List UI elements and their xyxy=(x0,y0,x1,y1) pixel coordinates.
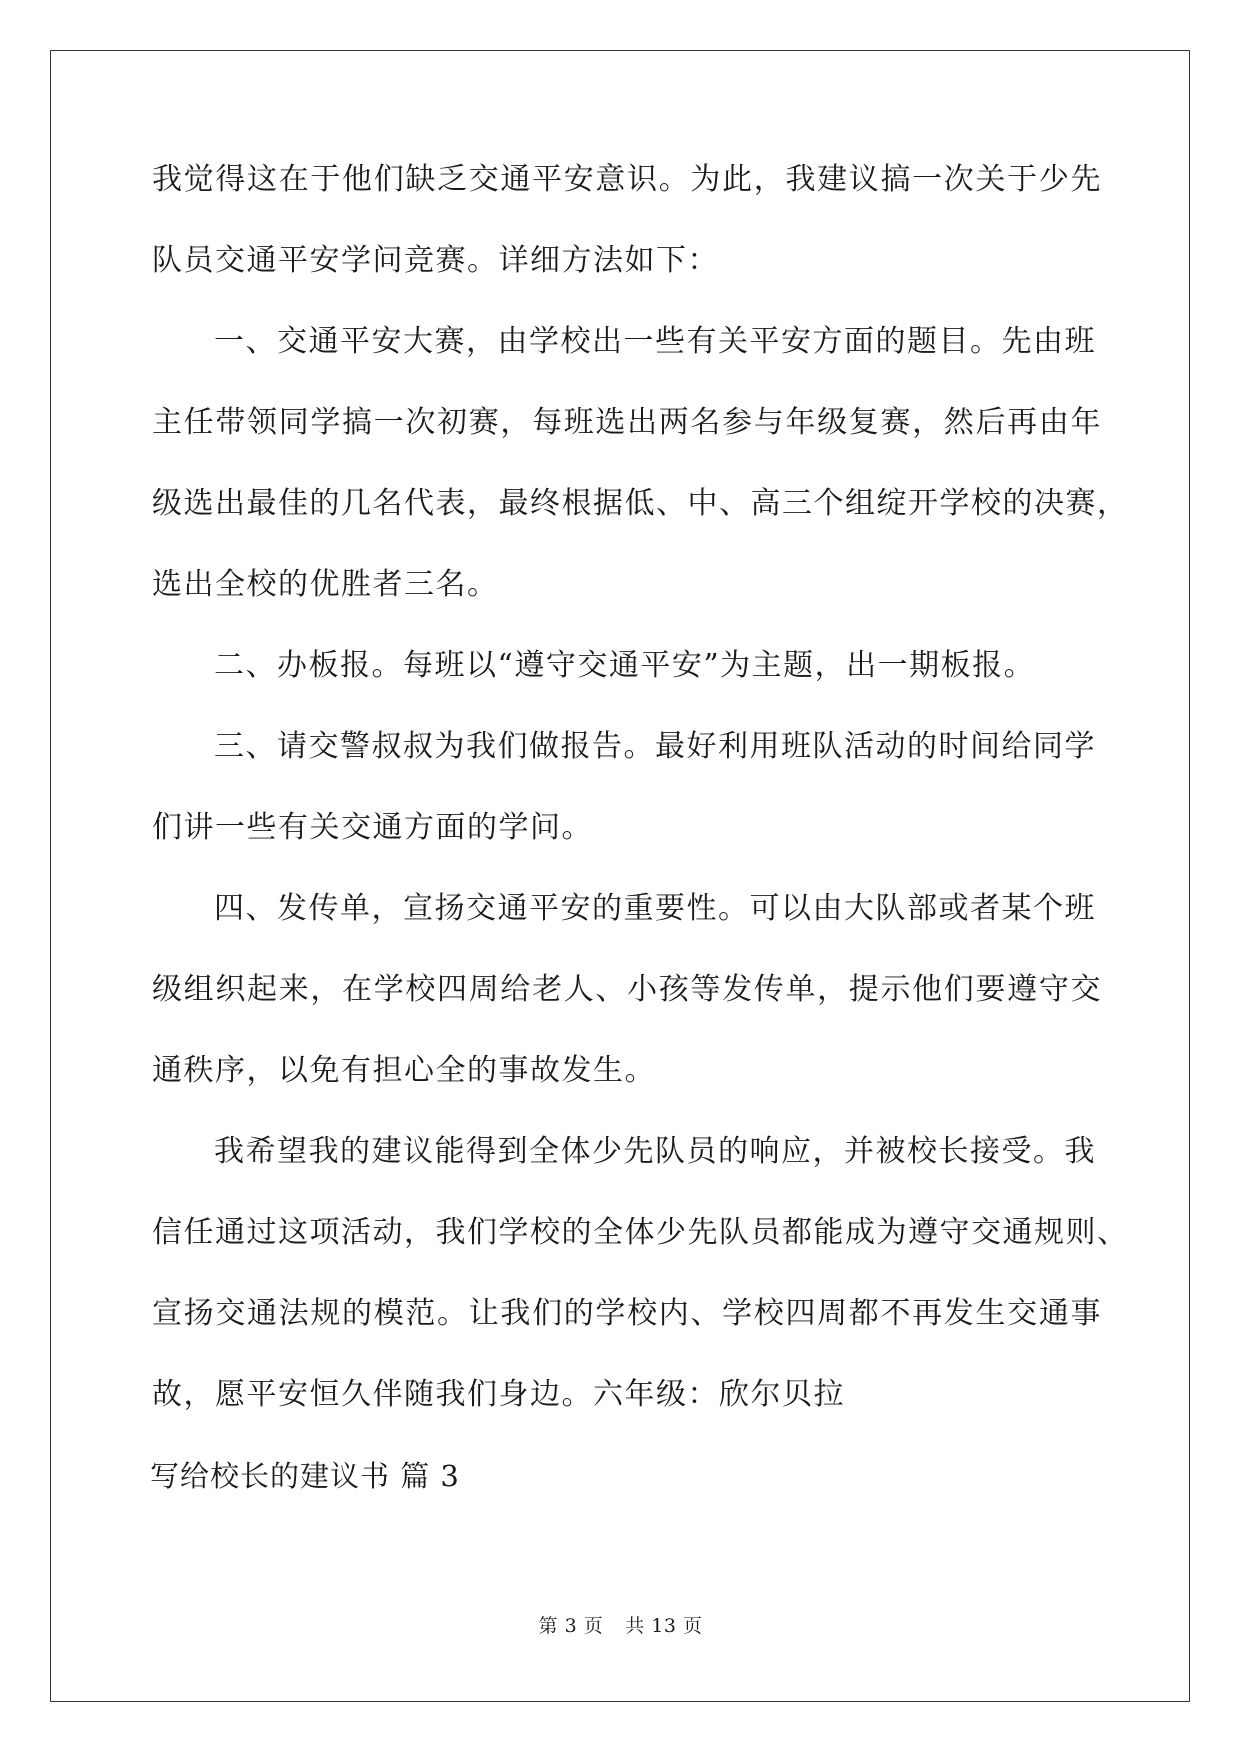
paragraph-line: 级选出最佳的几名代表，最终根据低、中、高三个组绽开学校的决赛， xyxy=(152,486,1129,521)
paragraph-line: 通秩序，以免有担心全的事故发生。 xyxy=(152,1053,656,1088)
paragraph-line: 四、发传单，宣扬交通平安的重要性。可以由大队部或者某个班 xyxy=(214,891,1096,926)
page-total: 共 13 页 xyxy=(625,1615,703,1637)
page-footer xyxy=(0,1614,1241,1638)
paragraph-line: 主任带领同学搞一次初赛，每班选出两名参与年级复赛，然后再由年 xyxy=(152,405,1102,440)
paragraph-line: 故，愿平安恒久伴随我们身边。六年级：欣尔贝拉 xyxy=(152,1377,845,1412)
paragraph-line: 级组织起来，在学校四周给老人、小孩等发传单，提示他们要遵守交 xyxy=(152,972,1102,1007)
paragraph-line: 信任通过这项活动，我们学校的全体少先队员都能成为遵守交通规则、 xyxy=(152,1215,1129,1250)
paragraph-line: 我觉得这在于他们缺乏交通平安意识。为此，我建议搞一次关于少先 xyxy=(152,162,1102,197)
paragraph-line: 二、办板报。每班以“遵守交通平安”为主题，出一期板报。 xyxy=(214,648,1036,683)
paragraph-line: 我希望我的建议能得到全体少先队员的响应，并被校长接受。我 xyxy=(214,1134,1096,1169)
section-heading: 写给校长的建议书 篇 3 xyxy=(150,1459,460,1493)
paragraph-line: 一、交通平安大赛，由学校出一些有关平安方面的题目。先由班 xyxy=(214,324,1096,359)
paragraph-line: 选出全校的优胜者三名。 xyxy=(152,567,499,602)
paragraph-line: 们讲一些有关交通方面的学问。 xyxy=(152,810,593,845)
paragraph-line: 三、请交警叔叔为我们做报告。最好利用班队活动的时间给同学 xyxy=(214,729,1096,764)
page-number: 第 3 页 xyxy=(538,1615,604,1637)
paragraph-line: 宣扬交通法规的模范。让我们的学校内、学校四周都不再发生交通事 xyxy=(152,1296,1102,1331)
paragraph-line: 队员交通平安学问竞赛。详细方法如下： xyxy=(152,243,719,278)
document-body xyxy=(150,160,1129,1537)
